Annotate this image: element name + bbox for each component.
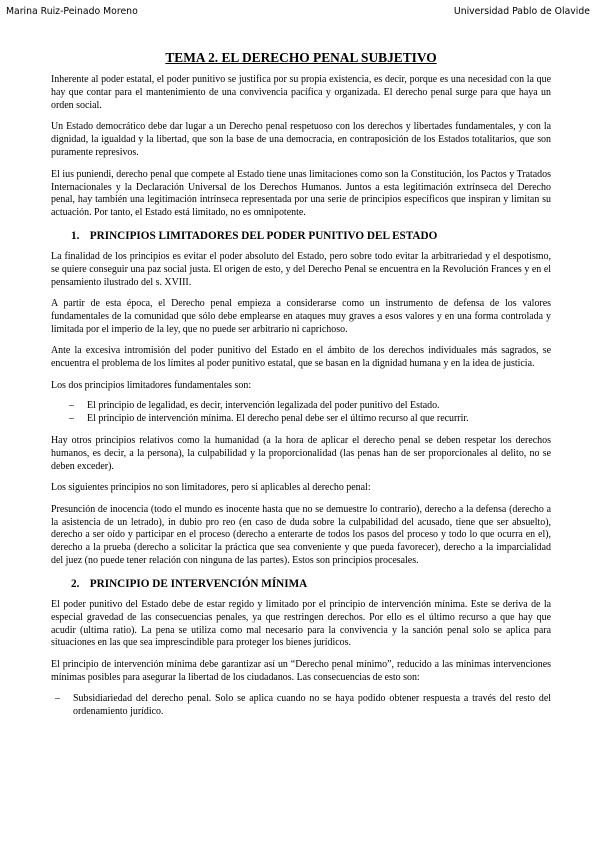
section-1-heading xyxy=(51,229,551,243)
page-header xyxy=(0,6,600,20)
section-2-heading xyxy=(51,577,551,591)
header-institution: Universidad Pablo de Olavide xyxy=(453,6,590,17)
section-2-heading-text: PRINCIPIO DE INTERVENCIÓN MÍNIMA xyxy=(89,577,308,590)
section-1-paragraph: Los siguientes principios no son limitadores, pero si aplicables al derecho penal: xyxy=(51,482,371,494)
document-body xyxy=(51,50,551,728)
intro-paragraph: Inherente al poder estatal, el poder punitivo se justifica por su propia existencia, es decir, porque es una necesidad con la que hay que contar para el mantenimiento de una convivencia pacífica y organizada. El derecho penal surge para que haya un orden social. xyxy=(51,74,551,111)
limiting-principles-list xyxy=(51,400,551,426)
consequences-list xyxy=(51,693,551,719)
section-1-paragraph: Los dos principios limitadores fundamentales son: xyxy=(51,379,252,391)
list-item xyxy=(51,413,551,426)
list-item-text: Subsidiariedad del derecho penal. Solo se aplica cuando no se haya podido obtener respuesta a través del resto del ordenamiento jurídico. xyxy=(73,693,551,718)
intro-paragraph: El ius puniendi, derecho penal que compete al Estado tiene unas limitaciones como son la Constitución, los Pactos y Tratados Internacionales y la Declaración Universal de los Derechos Humanos. Juntos a esta legitimación extrínseca del Derecho penal, hay también una legitimación intrínseca representada por una serie de principios específicos que inspiran y limitan su actuación. Por tanto, el Estado está limitado, no es omnipotente. xyxy=(51,168,551,219)
header-author: Marina Ruiz-Peinado Moreno xyxy=(6,6,138,17)
list-item-text: El principio de intervención mínima. El derecho penal debe ser el último recurso al que recurrir. xyxy=(87,413,469,425)
list-item xyxy=(51,693,551,719)
dash-bullet: – xyxy=(55,693,60,705)
section-1-paragraph: Ante la excesiva intromisión del poder punitivo del Estado en el ámbito de los derechos individuales más sagrados, se encuentra el problema de los límites al poder punitivo estatal, que se basan en la dignidad humana y en la idea de justicia. xyxy=(51,345,551,370)
section-2-paragraph: El poder punitivo del Estado debe de estar regido y limitado por el principio de intervención mínima. Este se deriva de la especial gravedad de las consecuencias penales, ya que restringen derechos. Por ello es el último recurso a que hay que acudir (ultima ratio). La pena se utiliza como mal necesario para la convivencia y la sanción penal solo se aplica para situaciones en las que sea imprescindible para proteger los bienes jurídicos. xyxy=(51,598,551,649)
section-1-paragraph: A partir de esta época, el Derecho penal empieza a considerarse como un instrumento de defensa de los valores fundamentales de la comunidad que sólo debe emplearse en ataques muy graves a esos valores y en una forma controlada y limitada por el imperio de la ley, que no puede ser arbitrario ni caprichoso. xyxy=(51,298,551,335)
dash-bullet: – xyxy=(69,413,74,425)
list-item-text: El principio de legalidad, es decir, intervención legalizada del poder punitivo del Estado. xyxy=(87,400,440,412)
section-1-number: 1. xyxy=(71,229,80,242)
section-1-paragraph: Hay otros principios relativos como la humanidad (a la hora de aplicar el derecho penal se deben respetar los derechos humanos, es decir, a la persona), la culpabilidad y la proporcionalidad (las penas han de ser proporcionales al delito, no se deben exceder). xyxy=(51,434,551,472)
section-2-paragraph: El principio de intervención mínima debe garantizar así un “Derecho penal mínimo”, reducido a las mínimas intervenciones mínimas posibles para asegurar la libertad de los ciudadanos. Las consecuencias de esto son: xyxy=(51,658,551,683)
section-1-heading-text: PRINCIPIOS LIMITADORES DEL PODER PUNITIVO DEL ESTADO xyxy=(89,229,438,242)
list-item xyxy=(51,400,551,413)
document-title: TEMA 2. EL DERECHO PENAL SUBJETIVO xyxy=(165,50,437,65)
section-2-number: 2. xyxy=(71,577,80,590)
section-1-paragraph: Presunción de inocencia (todo el mundo es inocente hasta que no se demuestre lo contrario), derecho a la defensa (derecho a la asistencia de un letrado), in dubio pro reo (en caso de duda sobre la culpabilidad del acusado, tiene que ser absuelto), derecho a ser oído y participar en el proceso (derecho a enterarte de todos los pasos del proceso y todo lo que ocurra en el), derecho a la prueba (derecho a solicitar la práctica que sea conveniente y que pueda favorecer), derecho a la imparcialidad del juez (no puede tener relación con ninguna de las partes). Estos son principios procesales. xyxy=(51,503,551,567)
intro-paragraph: Un Estado democrático debe dar lugar a un Derecho penal respetuoso con los derechos y libertades fundamentales, y con la dignidad, la igualdad y la libertad, que son la base de una democracia, en contraposición de los Estados totalitarios, que son puramente represivos. xyxy=(51,121,551,159)
dash-bullet: – xyxy=(69,400,74,412)
section-1-paragraph: La finalidad de los principios es evitar el poder absoluto del Estado, pero sobre todo evitar la arbitrariedad y el despotismo, se quiere conseguir una paz social justa. El origen de esto, y del Derecho Penal se encuentra en la Revolución Frances y en el pensamiento ilustrado del s. XVIII. xyxy=(51,250,551,288)
